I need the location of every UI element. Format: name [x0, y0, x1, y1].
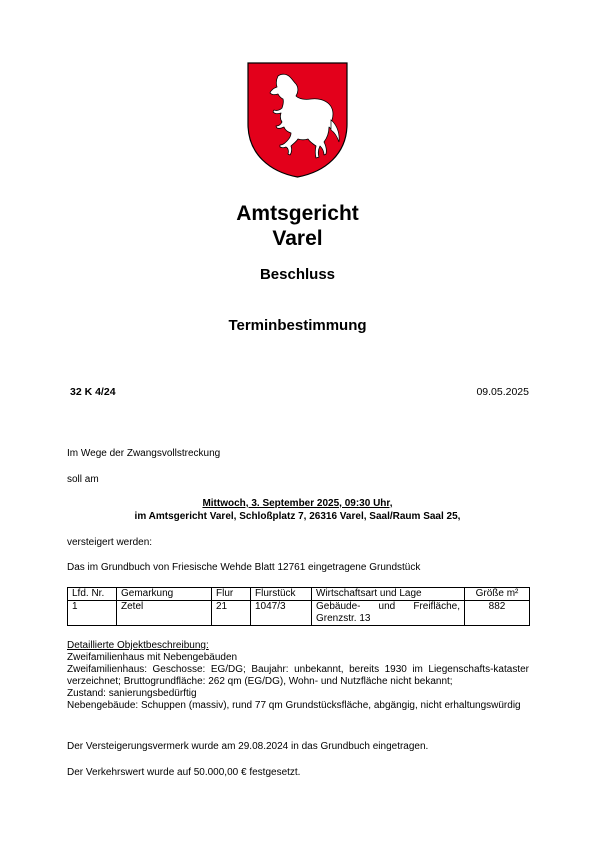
case-reference: 32 K 4/24: [70, 386, 116, 398]
table-row: [68, 601, 530, 626]
col-groesse: Größe m²: [465, 588, 530, 601]
description-line-1: Zweifamilienhaus mit Nebengebäuden: [67, 652, 238, 663]
appointment-place: im Amtsgericht Varel, Schloßplatz 7, 26316 Varel, Saal/Raum Saal 25,: [134, 511, 461, 522]
object-description: [67, 640, 529, 712]
description-line-3: Zustand: sanierungsbedürftig: [67, 688, 197, 699]
lower-saxony-crest-icon: [247, 62, 348, 178]
decision-heading: Beschluss: [259, 266, 336, 283]
document-date: 09.05.2025: [476, 386, 529, 398]
description-line-2: Zweifamilienhaus: Geschosse: EG/DG; Baujahr: unbekannt, bereits 1930 im Liegenschafts-kataster verzeichnet; Bruttogrundfläche: 262 qm (EG/DG), Wohn- und Nutzfläche nicht bekannt;: [67, 664, 529, 687]
property-intro: Das im Grundbuch von Friesische Wehde Blatt 12761 eingetragene Grundstück: [67, 562, 421, 573]
col-flurstueck: Flurstück: [251, 588, 312, 601]
col-lfd-nr: Lfd. Nr.: [68, 588, 117, 601]
property-table: [67, 587, 530, 626]
cell-lage-line1: Gebäude- und Freifläche,: [316, 601, 460, 612]
cell-flurstueck: 1047/3: [251, 601, 312, 626]
court-city: Varel: [272, 227, 323, 250]
intro-text: Im Wege der Zwangsvollstreckung: [67, 448, 221, 459]
soll-am-text: soll am: [67, 474, 99, 485]
description-line-4: Nebengebäude: Schuppen (massiv), rund 77 qm Grundstücksfläche, abgängig, nicht erhaltungswürdig: [67, 700, 521, 711]
market-value-note: Der Verkehrswert wurde auf 50.000,00 € festgesetzt.: [67, 767, 301, 778]
description-heading: Detaillierte Objektbeschreibung:: [67, 640, 209, 651]
court-name: Amtsgericht: [236, 202, 359, 225]
col-flur: Flur: [212, 588, 251, 601]
auction-text: versteigert werden:: [67, 537, 153, 548]
cell-lage: [312, 601, 465, 626]
col-wirtschaftsart: Wirtschaftsart und Lage: [312, 588, 465, 601]
cell-groesse: 882: [465, 601, 530, 626]
document-title: Terminbestimmung: [228, 317, 367, 334]
cell-gemarkung: Zetel: [117, 601, 212, 626]
cell-lage-line2: Grenzstr. 13: [316, 613, 371, 624]
appointment-date: Mittwoch, 3. September 2025, 09:30 Uhr,: [202, 498, 393, 509]
cell-flur: 21: [212, 601, 251, 626]
cell-lfd-nr: 1: [68, 601, 117, 626]
table-header-row: [68, 588, 530, 601]
registration-note: Der Versteigerungsvermerk wurde am 29.08.2024 in das Grundbuch eingetragen.: [67, 741, 429, 752]
col-gemarkung: Gemarkung: [117, 588, 212, 601]
